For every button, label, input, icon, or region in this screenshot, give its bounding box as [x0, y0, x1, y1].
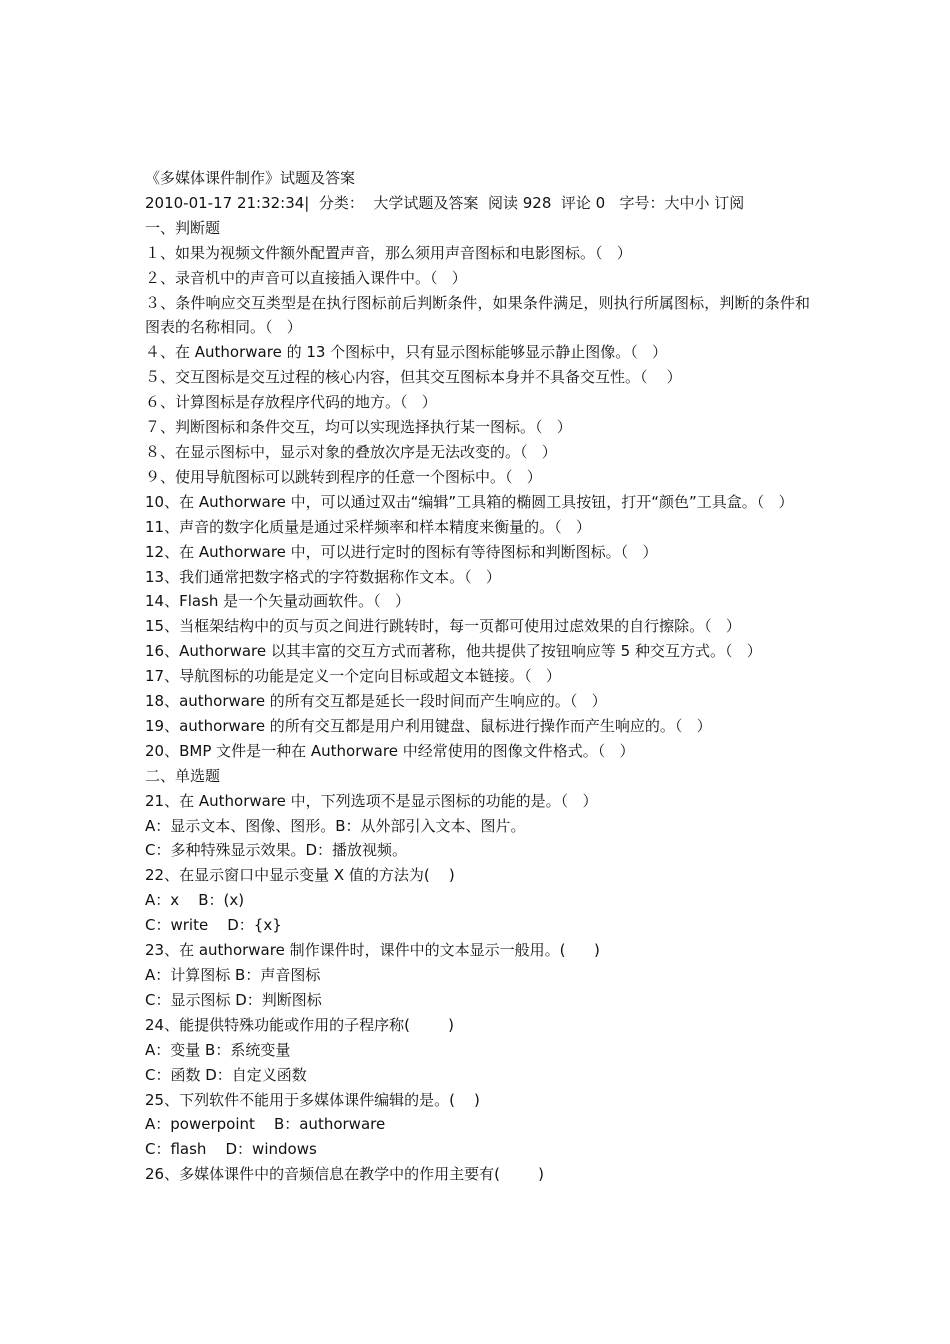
question-25-options-ab: A：powerpoint B：authorware — [145, 1115, 386, 1134]
question-25-options-cd: C：flash D：windows — [145, 1140, 317, 1159]
question-21: 21、在 Authorware 中，下列选项不是显示图标的功能的是。（ ） — [145, 791, 598, 810]
question-23-options-ab: A：计算图标 B：声音图标 — [145, 966, 321, 984]
section-heading-judgement: 一、判断题 — [145, 218, 221, 237]
question-12: 12、在 Authorware 中，可以进行定时的图标有等待图标和判断图标。（ ） — [145, 542, 658, 561]
question-5: ５、交互图标是交互过程的核心内容，但其交互图标本身并不具备交互性。（ ） — [145, 368, 682, 387]
question-4: ４、在 Authorware 的 13 个图标中，只有显示图标能够显示静止图像。（ ） — [145, 343, 667, 362]
question-18: 18、authorware 的所有交互都是延长一段时间而产生响应的。（ ） — [145, 692, 607, 711]
question-1: １、如果为视频文件额外配置声音，那么须用声音图标和电影图标。（ ） — [145, 243, 632, 262]
question-23: 23、在 authorware 制作课件时，课件中的文本显示一般用。( ) — [145, 941, 600, 960]
document-title: 《多媒体课件制作》试题及答案 — [145, 169, 356, 187]
document-body — [145, 166, 810, 1187]
question-8: ８、在显示图标中，显示对象的叠放次序是无法改变的。（ ） — [145, 442, 557, 461]
question-22-options-cd: C：write D：{x} — [145, 916, 282, 935]
question-21-options-cd: C：多种特殊显示效果。D：播放视频。 — [145, 841, 408, 860]
question-3: ３、条件响应交互类型是在执行图标前后判断条件，如果条件满足，则执行所属图标，判断的条件和图表的名称相同。（ ） — [145, 293, 810, 337]
question-15: 15、当框架结构中的页与页之间进行跳转时，每一页都可使用过虑效果的自行擦除。（ ） — [145, 617, 741, 636]
question-22-options-ab: A：x B：(x) — [145, 891, 245, 910]
question-26: 26、多媒体课件中的音频信息在教学中的作用主要有( ) — [145, 1165, 544, 1184]
question-24: 24、能提供特殊功能或作用的子程序称( ) — [145, 1015, 454, 1034]
question-14: 14、Flash 是一个矢量动画软件。（ ） — [145, 592, 410, 611]
section-heading-single-choice: 二、单选题 — [145, 766, 221, 785]
question-21-options-ab: A：显示文本、图像、图形。B：从外部引入文本、图片。 — [145, 816, 526, 835]
question-17: 17、导航图标的功能是定义一个定向目标或超文本链接。（ ） — [145, 667, 561, 686]
question-20: 20、BMP 文件是一种在 Authorware 中经常使用的图像文件格式。（ ） — [145, 741, 635, 760]
question-19: 19、authorware 的所有交互都是用户利用键盘、鼠标进行操作而产生响应的。（ ） — [145, 716, 712, 735]
question-7: ７、判断图标和条件交互，均可以实现选择执行某一图标。（ ） — [145, 418, 572, 437]
question-22: 22、在显示窗口中显示变量 X 值的方法为( ) — [145, 866, 455, 885]
question-24-options-cd: C：函数 D：自定义函数 — [145, 1065, 307, 1084]
question-16: 16、Authorware 以其丰富的交互方式而著称，他共提供了按钮响应等 5 种交互方式。（ ） — [145, 642, 762, 661]
question-24-options-ab: A：变量 B：系统变量 — [145, 1040, 291, 1059]
question-23-options-cd: C：显示图标 D：判断图标 — [145, 990, 322, 1009]
question-10: 10、在 Authorware 中，可以通过双击“编辑”工具箱的椭圆工具按钮，打开“颜色”工具盒。（ ） — [145, 492, 794, 511]
question-13: 13、我们通常把数字格式的字符数据称作文本。（ ） — [145, 567, 501, 586]
question-9: ９、使用导航图标可以跳转到程序的任意一个图标中。（ ） — [145, 467, 542, 486]
question-2: ２、录音机中的声音可以直接插入课件中。（ ） — [145, 268, 467, 287]
question-6: ６、计算图标是存放程序代码的地方。（ ） — [145, 393, 437, 412]
question-25: 25、下列软件不能用于多媒体课件编辑的是。( ) — [145, 1090, 480, 1109]
question-11: 11、声音的数字化质量是通过采样频率和样本精度来衡量的。（ ） — [145, 517, 591, 536]
document-meta: 2010-01-17 21:32:34| 分类： 大学试题及答案 阅读 928 评论 0 字号：大中小 订阅 — [145, 193, 745, 212]
